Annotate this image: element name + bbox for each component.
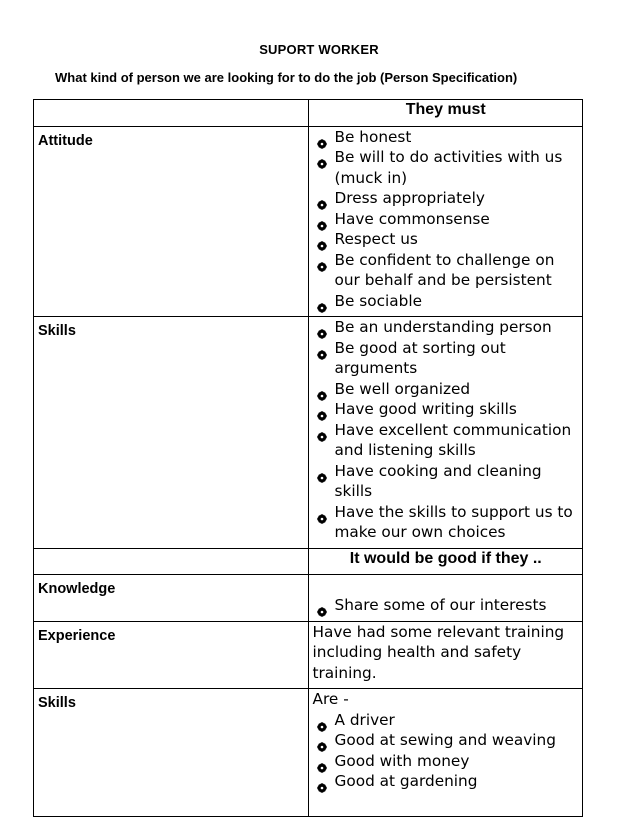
flower-bullet-icon xyxy=(317,154,327,164)
flower-bullet-icon xyxy=(317,345,327,355)
list-item xyxy=(313,461,580,502)
list-item xyxy=(313,730,580,751)
list-item xyxy=(313,147,580,188)
list-item xyxy=(313,209,580,230)
list-item xyxy=(313,127,580,148)
row-attitude xyxy=(34,126,583,317)
list-item-text: Be will to do activities with us (muck in) xyxy=(334,148,563,187)
document-title: SUPORT WORKER xyxy=(259,42,379,57)
flower-bullet-icon xyxy=(317,298,327,308)
section-header-good xyxy=(34,548,583,575)
list-item-text: A driver xyxy=(334,710,395,729)
flower-bullet-icon xyxy=(317,195,327,205)
flower-bullet-icon xyxy=(317,509,327,519)
flower-bullet-icon xyxy=(317,406,327,416)
list-item xyxy=(313,317,580,338)
list-item xyxy=(313,399,580,420)
row-knowledge xyxy=(34,575,583,622)
knowledge-list xyxy=(313,595,580,616)
section-header-must-label: They must xyxy=(308,100,583,127)
list-item-text: Respect us xyxy=(334,230,418,248)
flower-bullet-icon xyxy=(317,257,327,267)
row-label-skills-good: Skills xyxy=(34,689,309,817)
list-item xyxy=(313,751,580,772)
list-item xyxy=(313,188,580,209)
row-skills-good xyxy=(34,689,583,817)
list-item-text: Share some of our interests xyxy=(334,596,547,614)
row-label-knowledge: Knowledge xyxy=(34,575,309,622)
list-item-text: Be well organized xyxy=(334,379,471,398)
flower-bullet-icon xyxy=(317,386,327,396)
flower-bullet-icon xyxy=(317,468,327,478)
list-item-text: Good with money xyxy=(334,751,470,770)
list-item xyxy=(313,771,580,792)
flower-bullet-icon xyxy=(317,778,327,788)
list-item-text: Be honest xyxy=(334,127,412,146)
list-item xyxy=(313,595,580,616)
skills-good-list xyxy=(313,710,580,792)
list-item xyxy=(313,229,580,250)
list-item xyxy=(313,291,580,312)
flower-bullet-icon xyxy=(317,758,327,768)
skills-must-list xyxy=(313,317,580,543)
flower-bullet-icon xyxy=(317,427,327,437)
list-item-text: Have excellent communication and listening skills xyxy=(334,420,572,459)
list-item xyxy=(313,338,580,379)
person-specification-table xyxy=(33,99,583,817)
row-label-skills-must: Skills xyxy=(34,317,309,549)
list-item xyxy=(313,379,580,400)
list-item-text: Have commonsense xyxy=(334,209,490,228)
list-item-text: Be good at sorting out arguments xyxy=(334,338,506,377)
list-item-text: Be sociable xyxy=(334,291,423,310)
list-item xyxy=(313,502,580,543)
document-subtitle: What kind of person we are looking for to do the job (Person Specification) xyxy=(55,70,518,85)
flower-bullet-icon xyxy=(317,324,327,334)
row-label-attitude: Attitude xyxy=(34,126,309,317)
flower-bullet-icon xyxy=(317,717,327,727)
section-header-must xyxy=(34,100,583,127)
list-item xyxy=(313,420,580,461)
flower-bullet-icon xyxy=(317,134,327,144)
list-item xyxy=(313,710,580,731)
experience-text: Have had some relevant training including health and safety training. xyxy=(308,621,583,689)
list-item-text: Good at gardening xyxy=(334,772,478,790)
flower-bullet-icon xyxy=(317,236,327,246)
list-item-text: Have cooking and cleaning skills xyxy=(334,461,542,500)
list-item-text: Have good writing skills xyxy=(334,400,517,418)
flower-bullet-icon xyxy=(317,602,327,612)
section-header-good-label: It would be good if they .. xyxy=(308,548,583,575)
row-experience xyxy=(34,621,583,689)
list-item-text: Be confident to challenge on our behalf and be persistent xyxy=(334,250,555,289)
list-item-text: Dress appropriately xyxy=(334,189,485,207)
list-item-text: Have the skills to support us to make our own choices xyxy=(334,502,573,541)
row-label-experience: Experience xyxy=(34,621,309,689)
flower-bullet-icon xyxy=(317,216,327,226)
skills-good-intro: Are - xyxy=(312,690,349,708)
list-item xyxy=(313,250,580,291)
list-item-text: Good at sewing and weaving xyxy=(334,731,556,749)
flower-bullet-icon xyxy=(317,737,327,747)
row-skills-must xyxy=(34,317,583,549)
list-item-text: Be an understanding person xyxy=(334,318,552,336)
attitude-list xyxy=(313,127,580,312)
